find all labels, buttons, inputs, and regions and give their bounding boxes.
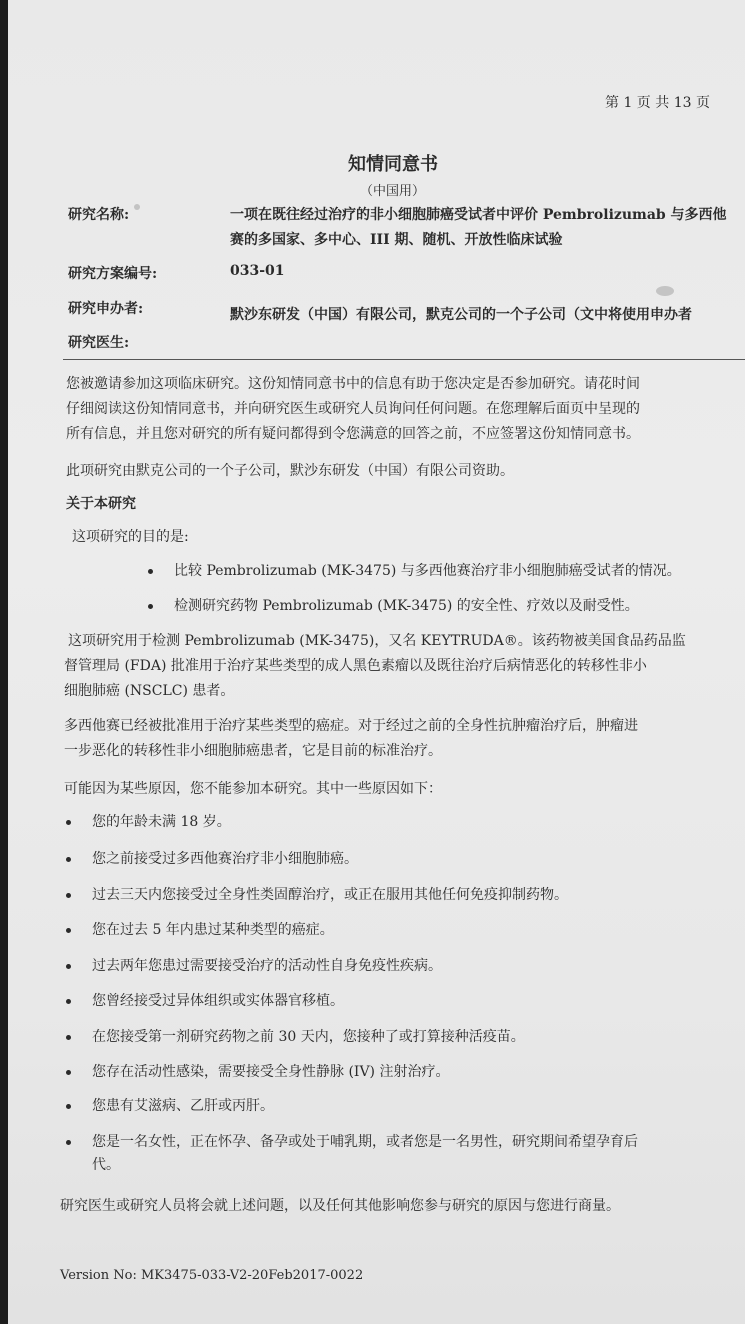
exclusion-intro: 可能因为某些原因，您不能参加本研究。其中一些原因如下：: [64, 781, 442, 797]
bullet-dot: [66, 999, 71, 1004]
version-footer: Version No: MK3475-033-V2-20Feb2017-0022: [60, 1268, 364, 1283]
exclusion-bullet: 在您接受第一剂研究药物之前 30 天内，您接种了或打算接种活疫苗。: [92, 1029, 525, 1045]
intro-line-2: 仔细阅读这份知情同意书，并向研究医生或研究人员询问任何问题。在您理解后面页中呈现的: [66, 401, 640, 417]
study-name-line-1: 一项在既往经过治疗的非小细胞肺癌受试者中评价 Pembrolizumab 与多西他: [230, 207, 727, 223]
keytruda-line-1: 这项研究用于检测 Pembrolizumab (MK-3475)，又名 KEYTRUDA®。该药物被美国食品药品监: [68, 633, 686, 649]
bullet-dot: [66, 820, 71, 825]
page-number: 第 1 页 共 13 页: [605, 95, 710, 111]
purpose-intro: 这项研究的目的是:: [72, 529, 189, 545]
sponsor-label: 研究申办者:: [68, 301, 144, 317]
keytruda-line-3: 细胞肺癌 (NSCLC) 患者。: [64, 683, 235, 699]
document-title: 知情同意书: [348, 154, 438, 175]
sponsor-value: 默沙东研发（中国）有限公司，默克公司的一个子公司（文中将使用申办者: [230, 307, 692, 323]
exclusion-bullet: 您存在活动性感染，需要接受全身性静脉 (IV) 注射治疗。: [92, 1064, 450, 1080]
bullet-dot: [148, 604, 153, 609]
bullet-dot: [66, 928, 71, 933]
purpose-bullet: 检测研究药物 Pembrolizumab (MK-3475) 的安全性、疗效以及耐受性。: [174, 598, 639, 614]
bullet-dot: [66, 857, 71, 862]
exclusion-bullet: 您的年龄未满 18 岁。: [92, 814, 231, 830]
bullet-dot: [66, 1104, 71, 1109]
intro-line-1: 您被邀请参加这项临床研究。这份知情同意书中的信息有助于您决定是否参加研究。请花时间: [66, 376, 640, 392]
section-heading-about: 关于本研究: [66, 496, 136, 512]
exclusion-bullet: 过去两年您患过需要接受治疗的活动性自身免疫性疾病。: [92, 958, 442, 974]
exclusion-bullet: 您曾经接受过异体组织或实体器官移植。: [92, 993, 344, 1009]
exclusion-bullet: 过去三天内您接受过全身性类固醇治疗，或正在服用其他任何免疫抑制药物。: [92, 887, 568, 903]
study-name-label: 研究名称:: [68, 207, 130, 223]
document-page: [8, 0, 745, 1324]
closing-statement: 研究医生或研究人员将会就上述问题，以及任何其他影响您参与研究的原因与您进行商量。: [60, 1198, 620, 1214]
exclusion-bullet: 您患有艾滋病、乙肝或丙肝。: [92, 1098, 274, 1114]
exclusion-bullet-continuation: 代。: [92, 1157, 120, 1173]
bullet-dot: [66, 1070, 71, 1075]
study-name-line-2: 赛的多国家、多中心、III 期、随机、开放性临床试验: [230, 232, 563, 248]
exclusion-bullet: 您之前接受过多西他赛治疗非小细胞肺癌。: [92, 851, 358, 867]
smudge-mark: [134, 204, 140, 210]
smudge-mark: [656, 286, 674, 296]
doctor-label: 研究医生:: [68, 335, 130, 351]
intro-line-3: 所有信息，并且您对研究的所有疑问都得到令您满意的回答之前，不应签署这份知情同意书。: [66, 426, 640, 442]
bullet-dot: [66, 1035, 71, 1040]
exclusion-bullet: 您在过去 5 年内患过某种类型的癌症。: [92, 922, 334, 938]
bullet-dot: [66, 964, 71, 969]
protocol-label: 研究方案编号:: [68, 266, 158, 282]
docetaxel-line-1: 多西他赛已经被批准用于治疗某些类型的癌症。对于经过之前的全身性抗肿瘤治疗后，肿瘤进: [64, 718, 638, 734]
exclusion-bullet: 您是一名女性，正在怀孕、备孕或处于哺乳期，或者您是一名男性，研究期间希望孕育后: [92, 1134, 638, 1150]
keytruda-line-2: 督管理局 (FDA) 批准用于治疗某些类型的成人黑色素瘤以及既往治疗后病情恶化的转移性非小: [64, 658, 647, 674]
protocol-number: 033-01: [230, 263, 285, 279]
document-subtitle: （中国用）: [360, 184, 426, 199]
bullet-dot: [66, 893, 71, 898]
bullet-dot: [148, 569, 153, 574]
funding-statement: 此项研究由默克公司的一个子公司，默沙东研发（中国）有限公司资助。: [66, 463, 514, 479]
bullet-dot: [66, 1140, 71, 1145]
docetaxel-line-2: 一步恶化的转移性非小细胞肺癌患者，它是目前的标准治疗。: [64, 743, 442, 759]
purpose-bullet: 比较 Pembrolizumab (MK-3475) 与多西他赛治疗非小细胞肺癌受试者的情况。: [174, 563, 681, 579]
header-divider: [63, 359, 745, 360]
